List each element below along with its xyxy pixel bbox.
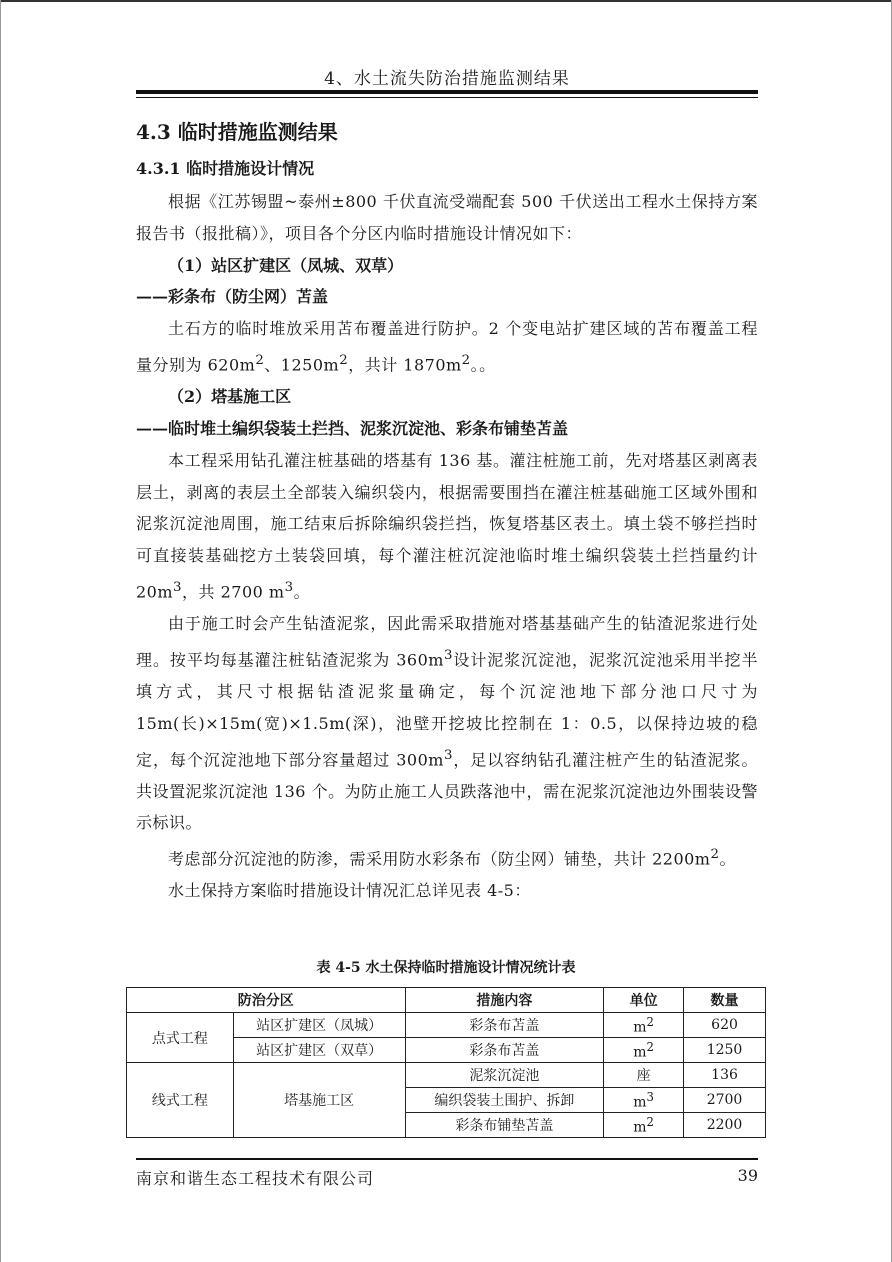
table-row [127, 1013, 766, 1038]
running-header: 4、水土流失防治措施监测结果 [324, 69, 570, 89]
cell-qty: 620 [684, 1013, 766, 1038]
cell-content: 编织袋装土围护、拆卸 [405, 1088, 604, 1113]
table-row [127, 1063, 766, 1088]
cell-subzone: 站区扩建区（双草） [233, 1038, 405, 1063]
page-number: 39 [737, 1166, 758, 1185]
stats-table [126, 987, 766, 1138]
footer-rule [136, 1158, 758, 1160]
group-line: 线式工程 [127, 1063, 234, 1138]
th-unit: 单位 [604, 988, 684, 1013]
zone1-heading: （1）站区扩建区（凤城、双草） [168, 255, 404, 275]
zone2-measure-title: ——临时堆土编织袋装土拦挡、泥浆沉淀池、彩条布铺垫苫盖 [136, 418, 569, 438]
zone2-paragraph-3: 考虑部分沉淀池的防渗，需采用防水彩条布（防尘网）铺垫，共计 $2200m^2$。 [168, 847, 736, 869]
zone2-paragraph-4: 水土保持方案临时措施设计情况汇总详见表 4-5： [168, 881, 531, 901]
header-rule-thin [136, 97, 758, 98]
cell-unit: $m^2$ [604, 1038, 684, 1063]
cell-unit: 座 [604, 1063, 684, 1088]
cell-subzone: 站区扩建区（凤城） [233, 1013, 405, 1038]
zone2-heading: （2）塔基施工区 [168, 387, 292, 407]
section-title: 4.3 临时措施监测结果 [136, 120, 338, 144]
cell-qty: 1250 [684, 1038, 766, 1063]
header-rule-thick [136, 90, 758, 94]
footer-company: 南京和谐生态工程技术有限公司 [136, 1169, 375, 1188]
table-caption: 表 4-5 水土保持临时措施设计情况统计表 [316, 960, 576, 976]
cell-qty: 2200 [684, 1113, 766, 1138]
cell-subzone-tower: 塔基施工区 [233, 1063, 405, 1138]
page-left-border [0, 0, 1, 1262]
table-header-row [127, 988, 766, 1013]
th-zone: 防治分区 [127, 988, 406, 1013]
cell-content: 彩条布苫盖 [405, 1013, 604, 1038]
zone1-paragraph: 土石方的临时堆放采用苫布覆盖进行防护。2 个变电站扩建区域的苫布覆盖工程量分别为 $620m^2$、$1250m^2$，共计 $1870m^2$。。 [136, 319, 758, 375]
cell-content: 彩条布苫盖 [405, 1038, 604, 1063]
intro-paragraph: 根据《江苏锡盟~泰州±800 千伏直流受端配套 500 千伏送出工程水土保持方案报告书（报批稿）》，项目各个分区内临时措施设计情况如下： [136, 192, 758, 243]
page-body [136, 118, 758, 907]
page-top-border [0, 0, 892, 2]
cell-qty: 136 [684, 1063, 766, 1088]
subsection-title: 4.3.1 临时措施设计情况 [136, 159, 315, 178]
zone2-paragraph-1: 本工程采用钻孔灌注桩基础的塔基有 136 基。灌注桩施工前，先对塔基区剥离表层土，剥离的表层土全部装入编织袋内，根据需要围挡在灌注桩基础施工区域外围和泥浆沉淀池周围，施工结束后拆除编织袋拦挡，恢复塔基区表土。填土袋不够拦挡时可直接装基础挖方土装袋回填，每个灌注桩沉淀池临时堆土编织袋装土拦挡量约计 $20m^3$，共 2700 $m^3$。 [136, 450, 758, 602]
cell-content: 泥浆沉淀池 [405, 1063, 604, 1088]
group-point: 点式工程 [127, 1013, 234, 1063]
cell-content: 彩条布铺垫苫盖 [405, 1113, 604, 1138]
cell-unit: $m^2$ [604, 1013, 684, 1038]
th-content: 措施内容 [405, 988, 604, 1013]
cell-qty: 2700 [684, 1088, 766, 1113]
th-qty: 数量 [684, 988, 766, 1013]
cell-unit: $m^3$ [604, 1088, 684, 1113]
zone2-paragraph-2: 由于施工时会产生钻渣泥浆，因此需采取措施对塔基基础产生的钻渣泥浆进行处理。按平均每基灌注桩钻渣泥浆为 $360m^3$设计泥浆沉淀池，泥浆沉淀池采用半挖半填方式，其尺寸根据钻渣泥浆量确定，每个沉淀池地下部分池口尺寸为 15m(长)×15m(宽)×1.5m(深)，池壁开挖坡比控制在 1：0.5，以保持边坡的稳定，每个沉淀池地下部分容量超过 $300m^3$，足以容纳钻孔灌注桩产生的钻渣泥浆。共设置泥浆沉淀池 136 个。为防止施工人员跌落池中，需在泥浆沉淀池边外围装设警示标识。 [136, 614, 758, 833]
zone1-measure-title: ——彩条布（防尘网）苫盖 [136, 287, 329, 307]
cell-unit: $m^2$ [604, 1113, 684, 1138]
